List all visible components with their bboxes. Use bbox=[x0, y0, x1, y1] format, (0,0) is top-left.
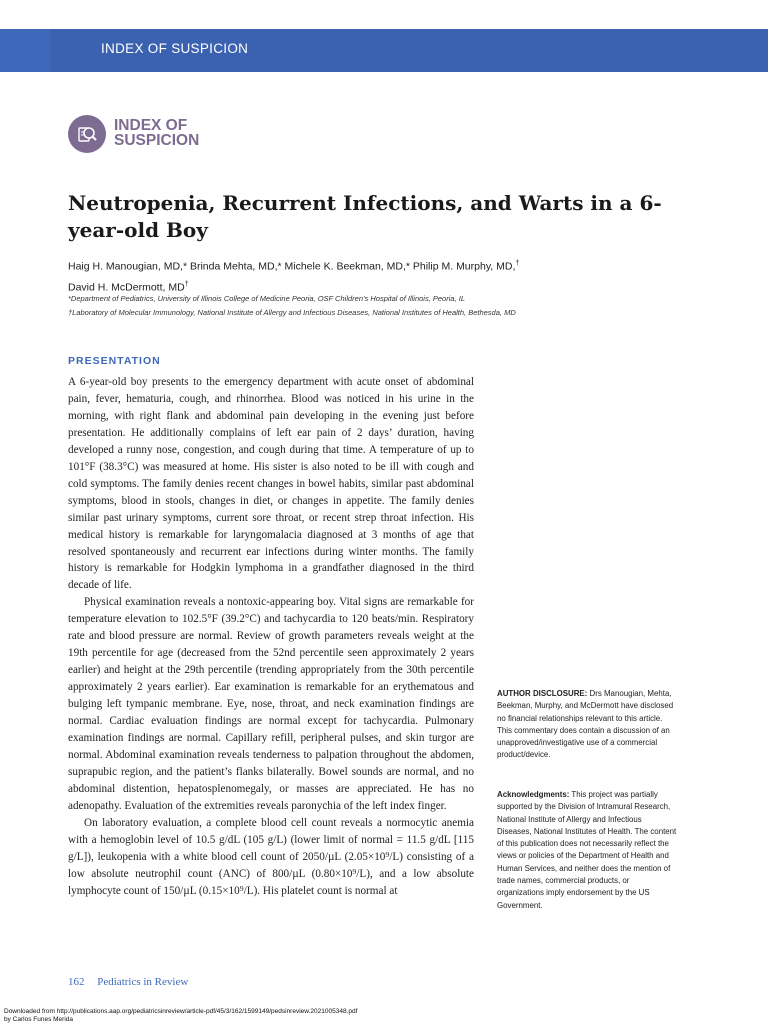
journal-name: Pediatrics in Review bbox=[97, 976, 189, 988]
download-user: by Carlos Funes Merida bbox=[4, 1016, 73, 1023]
logo-line2: SUSPICION bbox=[114, 132, 200, 149]
magnifier-document-icon bbox=[75, 122, 99, 146]
body-column bbox=[68, 374, 474, 900]
section-banner bbox=[0, 29, 768, 72]
authors-line1-text: Haig H. Manougian, MD,* Brinda Mehta, MD,* Michele K. Beekman, MD,* Philip M. Murphy, MD, bbox=[68, 260, 516, 273]
download-stamp bbox=[4, 1008, 764, 1024]
disclosure-text: Drs Manougian, Mehta, Beekman, Murphy, and McDermott have disclosed no financial relationships relevant to this article. This commentary does contain a discussion of an unapproved/investigative use of a commercial product/device. bbox=[497, 689, 674, 760]
affiliation-1: *Department of Pediatrics, University of Illinois College of Medicine Peoria, OSF Children’s Hospital of Illinois, Peoria, IL bbox=[68, 294, 465, 303]
logo-text bbox=[114, 118, 199, 148]
acknowledgments-lead: Acknowledgments: bbox=[497, 790, 570, 799]
download-url: Downloaded from http://publications.aap.org/pediatricsinreview/article-pdf/45/3/162/1599149/pedsinreview.2021005348.pdf bbox=[4, 1008, 358, 1015]
logo-line1: INDEX OF bbox=[114, 117, 188, 134]
body-paragraph-2: Physical examination reveals a nontoxic-appearing boy. Vital signs are remarkable for temperature elevation to 102.5°F (39.2°C) and tachycardia to 120 beats/min. Respiratory rate and blood pressure are normal. Review of growth parameters reveals weight at the 19th percentile for age (decreased from the 52nd percentile seen approximately 2 years earlier) and height at the 29th percentile (trending appropriately from the 30th percentile approximately 2 years earlier). Ear examination is remarkable for an erythematous and bulging left tympanic membrane. Eye, nose, throat, and neck examination findings are normal. Cardiac evaluation findings are normal except for tachycardia. Pulmonary examination findings are normal. Capillary refill, peripheral pulses, and skin turgor are normal. Abdominal examination reveals tenderness to palpation throughout the abdomen, suprapubic region, and the patient’s flanks bilaterally. Bowel sounds are normal, and no abdominal distention, hepatosplenomegaly, or masses are appreciated. He has no adenopathy. Evaluation of the extremities reveals paronychia of the left index finger. bbox=[68, 596, 474, 812]
acknowledgments-text: This project was partially supported by the Division of Intramural Research, National Institute of Allergy and Infectious Diseases, National Institutes of Health. The content of this publication does not necessarily reflect the views or policies of the Department of Health and Human Services, and neither does the mention of trade names, commercial products, or organizations imply endorsement by the US Government. bbox=[497, 790, 677, 910]
disclosure-lead: AUTHOR DISCLOSURE: bbox=[497, 689, 588, 698]
page-number: 162 bbox=[68, 976, 85, 988]
authors-line2-sup: † bbox=[184, 280, 189, 288]
body-paragraph-3: On laboratory evaluation, a complete blood cell count reveals a normocytic anemia with a hemoglobin level of 10.5 g/dL (105 g/L) (lower limit of normal = 11.5 g/dL [115 g/L]), leukopenia with a white blood cell count of 2050/µL (2.05×10⁹/L) consisting of a low absolute neutrophil count (ANC) of 800/µL (0.80×10⁹/L), and a low absolute lymphocyte count of 150/µL (0.15×10⁹/L). His platelet count is normal at bbox=[68, 816, 474, 897]
authors-line2-text: David H. McDermott, MD bbox=[68, 281, 185, 293]
authors-line1 bbox=[68, 255, 688, 276]
article-title: Neutropenia, Recurrent Infections, and Warts in a 6-year-old Boy bbox=[68, 191, 662, 242]
affiliation-2: †Laboratory of Molecular Immunology, National Institute of Allergy and Infectious Diseases, National Institutes of Health, Bethesda, MD bbox=[68, 308, 516, 317]
author-disclosure bbox=[497, 688, 677, 762]
authors-line1-sup: † bbox=[515, 260, 520, 267]
section-label: INDEX OF SUSPICION bbox=[101, 41, 249, 56]
body-paragraph-1: A 6-year-old boy presents to the emergency department with acute onset of abdominal pain, fever, hematuria, cough, and rhinorrhea. Blood was noticed in his urine in the morning, with right flank and abdominal pain developing in the evening just before presentation. He additionally complains of left ear pain of 2 days’ duration, having developed a runny nose, congestion, and cough during that time. A temperature of up to 101°F (38.3°C) was measured at home. His sister is also noted to be ill with cough and cold symptoms. The family denies recent changes in bowel habits, similar past abdominal symptoms, blood in stools, changes in diet, or changes in appetite. The family denies similar past urinary symptoms, current sore throat, or recent strep throat infection. His medical history is remarkable for laryngomalacia diagnosed at 3 months of age that resolved spontaneously and recurrent ear infections during winter months. The family history is remarkable for Hodgkin lymphoma in a grandfather diagnosed in the third decade of life. bbox=[68, 376, 474, 592]
page-footer bbox=[68, 976, 188, 988]
acknowledgments bbox=[497, 789, 677, 912]
logo-circle bbox=[68, 115, 106, 153]
authors-line2 bbox=[68, 276, 688, 297]
author-list bbox=[68, 255, 688, 296]
index-of-suspicion-logo bbox=[68, 115, 268, 159]
section-heading: PRESENTATION bbox=[68, 355, 161, 367]
